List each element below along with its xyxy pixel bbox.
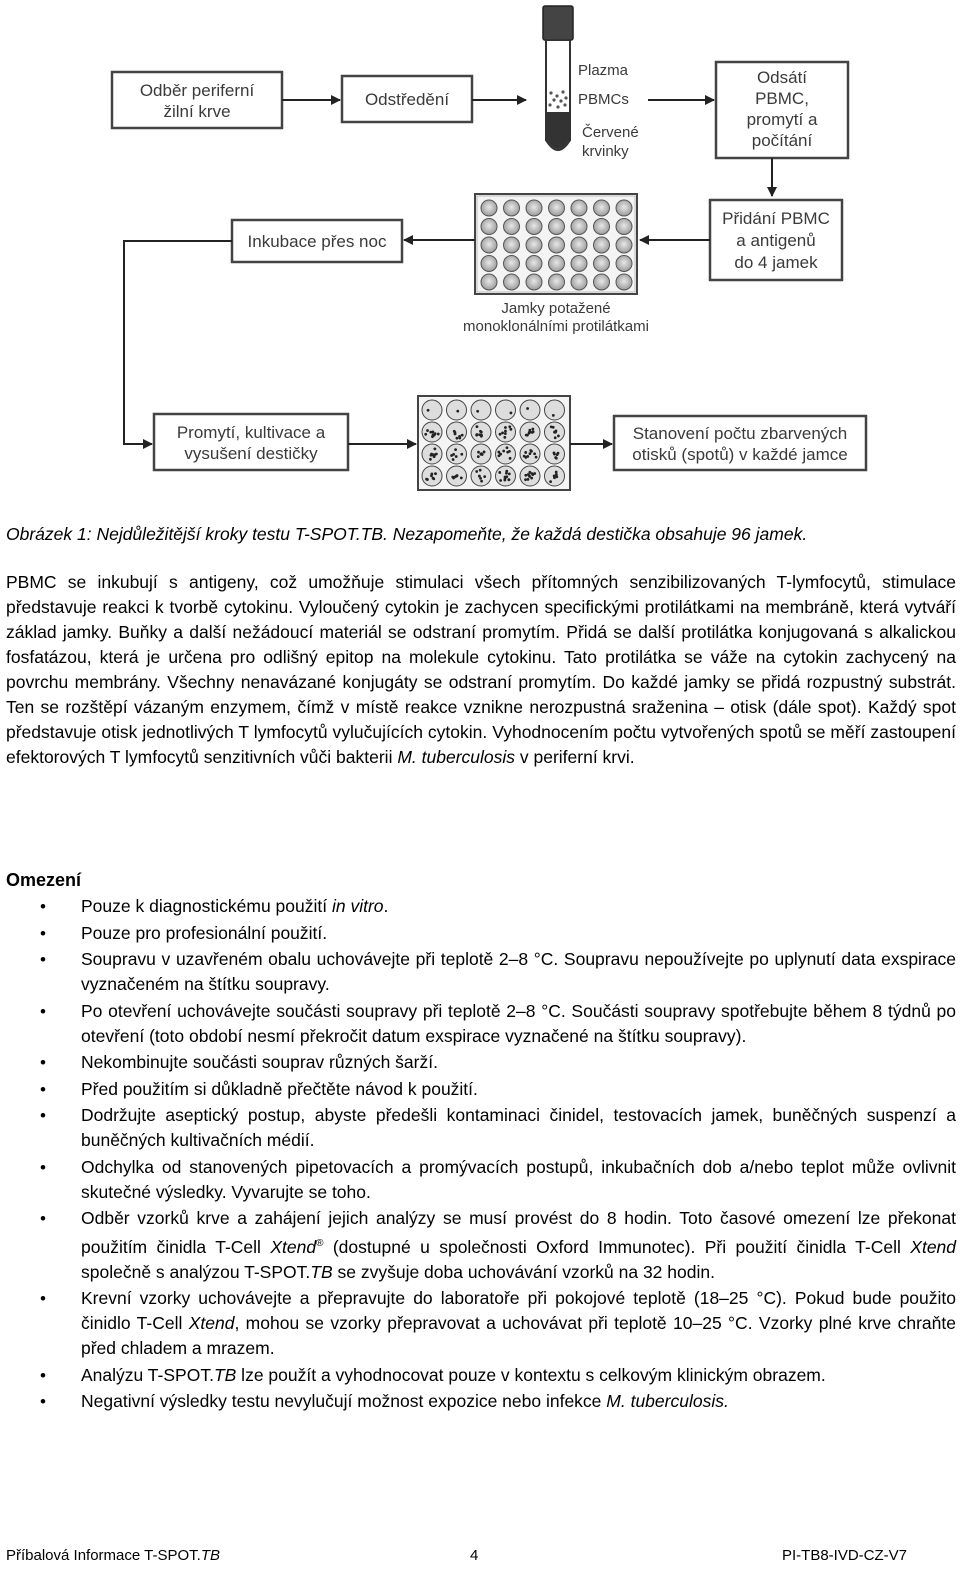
spotted-well xyxy=(447,400,467,420)
item-italic: Xtend xyxy=(270,1236,317,1257)
spotted-plate xyxy=(418,396,570,490)
wash-text-1: Odsátí xyxy=(756,68,808,87)
spot xyxy=(502,450,505,453)
footer-page-number: 4 xyxy=(470,1547,479,1564)
add-pbmc-text-3: do 4 jamek xyxy=(734,253,818,272)
item-italic: in vitro xyxy=(331,896,384,916)
spot xyxy=(555,457,558,460)
plate-well xyxy=(504,256,520,272)
spot xyxy=(509,457,512,460)
plate-well xyxy=(571,200,587,216)
plate-well xyxy=(549,274,565,290)
section-heading: Omezení xyxy=(6,870,82,890)
spotted-well xyxy=(496,444,516,464)
plate-well xyxy=(594,219,610,235)
spot xyxy=(526,434,529,437)
item-text: společně s analýzou T-SPOT. xyxy=(81,1261,311,1282)
tube-rbc-label-1: Červené xyxy=(582,124,639,141)
spot xyxy=(434,472,437,475)
item-text: Soupravu v uzavřeném obalu uchovávejte při teplotě 2–8 °C. Soupravu nepoužívejte po uplynutí data exspirace vyznačeném na štítku soupravy. xyxy=(81,949,956,994)
tube-pbmc-label: PBMCs xyxy=(578,91,629,108)
item-text: (dostupné u společnosti Oxford Immunotec). Při použití činidla T-Cell xyxy=(323,1236,911,1257)
spot xyxy=(454,433,457,436)
spot xyxy=(430,474,433,477)
plate-well xyxy=(616,219,632,235)
plate-label-2: monoklonálními protilátkami xyxy=(463,318,649,335)
spot xyxy=(504,426,507,429)
wash-dry-box xyxy=(154,414,348,470)
spot xyxy=(553,475,556,478)
figure-caption: Obrázek 1: Nejdůležitější kroky testu T-SPOT.TB. Nezapomeňte, že každá destička obsahuje 96 jamek. xyxy=(6,524,808,544)
spot xyxy=(553,453,556,456)
list-item xyxy=(6,1286,956,1361)
item-text: Odchylka od stanovených pipetovacích a promývacích postupů, inkubačních dob a/nebo teplot může ovlivnit skutečné výsledky. Vyvarujte se toho. xyxy=(81,1156,956,1202)
plate-well xyxy=(616,256,632,272)
spot xyxy=(498,471,501,474)
item-text: Negativní výsledky testu nevylučují možnost expozice nebo infekce xyxy=(81,1391,607,1412)
spot xyxy=(553,431,556,434)
item-text: Nekombinujte součásti souprav různých šarží. xyxy=(81,1052,438,1072)
spotted-well xyxy=(447,444,467,464)
tube-plasma-label: Plazma xyxy=(578,62,629,79)
plate-well xyxy=(526,256,542,272)
spot xyxy=(460,453,463,456)
spot xyxy=(429,458,432,461)
plate-well xyxy=(481,219,497,235)
item-italic: TB xyxy=(310,1261,333,1282)
item-text: . xyxy=(383,896,389,916)
item-text: Dodržujte aseptický postup, abyste předešli kontaminaci činidel, testovacích jamek, buněčných suspenzí a buněčných kultivačních médií. xyxy=(81,1105,956,1150)
spot xyxy=(480,431,483,434)
spot xyxy=(455,475,458,478)
incubation-box xyxy=(232,220,402,262)
spot xyxy=(524,478,527,481)
spot-count-text-2: otisků (spotů) v každé jamce xyxy=(632,445,848,464)
footer-document-title xyxy=(6,1547,220,1564)
spot xyxy=(555,471,558,474)
coated-plate xyxy=(475,194,637,294)
plate-well xyxy=(481,274,497,290)
item-text: Pouze k diagnostickému použití xyxy=(81,896,332,916)
spot xyxy=(431,430,434,433)
spotted-well xyxy=(545,400,565,420)
centrifuge-text: Odstředění xyxy=(364,90,450,109)
spot xyxy=(529,452,532,455)
item-text: se zvyšuje doba uchovávání vzorků na 32 hodin. xyxy=(332,1261,715,1282)
plate-well xyxy=(616,237,632,253)
spot xyxy=(478,433,481,436)
spot xyxy=(458,435,461,438)
spot xyxy=(461,434,464,437)
spot xyxy=(478,475,481,478)
spotted-well xyxy=(520,400,540,420)
registered-mark: ® xyxy=(316,1238,324,1249)
plate-well xyxy=(481,256,497,272)
item-italic: M. tuberculosis. xyxy=(606,1391,729,1412)
footer-title-text: Příbalová Informace T-SPOT. xyxy=(6,1547,201,1564)
spot xyxy=(556,453,559,456)
item-italic: Xtend xyxy=(188,1313,235,1334)
spot xyxy=(454,448,457,451)
spot xyxy=(480,453,483,456)
spot xyxy=(483,475,486,478)
plate-well xyxy=(549,237,565,253)
spotted-well xyxy=(496,400,516,420)
spot xyxy=(479,469,482,472)
spot xyxy=(437,433,440,436)
list-item xyxy=(6,1206,956,1285)
spot xyxy=(425,478,428,481)
list-item xyxy=(6,921,956,946)
spot xyxy=(549,480,552,483)
plate-well xyxy=(481,237,497,253)
item-text: Analýzu T-SPOT. xyxy=(81,1364,214,1385)
spot xyxy=(476,425,479,428)
spot xyxy=(499,433,502,436)
spot xyxy=(524,474,527,477)
plate-well xyxy=(571,274,587,290)
spot xyxy=(453,430,456,433)
spot xyxy=(523,455,526,458)
spot xyxy=(477,451,480,454)
spot xyxy=(503,436,506,439)
paragraph-text: PBMC se inkubují s antigeny, což umožňuje stimulaci všech přítomných senzibilizovaných T-lymfocytů, stimulace představuje reakci k tvorbě cytokinu. Vyloučený cytokin je zachycen specifickými protilátkami na membráně, která vytváří základ jamky. Buňky a další nežádoucí materiál se odstraní promytím. Přidá se další protilátka konjugovaná s alkalickou fosfatázou, která je určena pro odlišný epitop na molekule cytokinu. Tato protilátka se váže na cytokin zachycený na povrchu membrány. Všechny nenavázané konjugáty se odstraní promytím. Do každé jamky se přidá rozpustný substrát. Ten se rozštěpí vázaným enzymem, čímž v místě reakce vznikne nerozpustná sraženina – otisk (dále spot). Každý spot představuje otisk jednotlivých T lymfocytů vylučujících cytokin. Vyhodnocením počtu vytvořených spotů se měří zastoupení efektorových T lymfocytů senzitivních vůči bakterii xyxy=(6,572,956,767)
list-item xyxy=(6,1389,956,1414)
wash-dry-text-1: Promytí, kultivace a xyxy=(176,423,326,442)
centrifuge-box xyxy=(342,76,472,122)
item-text: Pouze pro profesionální použití. xyxy=(81,922,328,943)
plate-well xyxy=(594,200,610,216)
plate-well xyxy=(526,219,542,235)
spot xyxy=(504,432,507,435)
plate-well xyxy=(504,200,520,216)
plate-well xyxy=(594,256,610,272)
spot xyxy=(480,480,483,483)
spot xyxy=(529,449,532,452)
wash-text-3: promytí a xyxy=(746,110,818,129)
spot xyxy=(526,455,529,458)
spot xyxy=(456,437,459,440)
item-text: , mohou se vzorky přepravovat a uchovávat při teplotě 10–25 °C. Vzorky plné krve chraňte před chladem a mrazem. xyxy=(81,1313,956,1359)
item-text: Krevní vzorky uchovávejte a přepravujte do laboratoře při pokojové teplotě (18–25 °C). Pokud bude použito činidlo T-Cell xyxy=(81,1288,956,1334)
spot xyxy=(530,477,533,480)
collect-blood-box xyxy=(112,72,282,128)
spot xyxy=(433,454,436,457)
spot xyxy=(506,451,509,454)
spot xyxy=(527,478,530,481)
spot xyxy=(432,433,435,436)
spot xyxy=(456,410,459,413)
spot xyxy=(554,436,557,439)
list-item xyxy=(6,947,956,997)
tube-rbc-label-2: krvinky xyxy=(582,143,629,160)
spot xyxy=(509,428,512,431)
spot xyxy=(508,473,511,476)
plate-well xyxy=(571,256,587,272)
spot xyxy=(508,425,511,428)
wash-dry-text-2: vysušení destičky xyxy=(184,444,318,463)
spot xyxy=(501,432,504,435)
item-italic: Xtend xyxy=(910,1236,957,1257)
plate-well xyxy=(481,200,497,216)
list-item xyxy=(6,999,956,1049)
spot xyxy=(476,410,479,413)
item-text: Po otevření uchovávejte součásti soupravy při teplotě 2–8 °C. Součásti soupravy spotřebujte během 8 týdnů po otevření (toto období nesmí překročit datum exspirace vyznačené na štítku soupravy). xyxy=(81,1000,956,1046)
blood-tube-icon xyxy=(543,6,573,150)
spot xyxy=(460,477,463,480)
spot xyxy=(506,446,509,449)
plate-well xyxy=(504,219,520,235)
item-italic: TB xyxy=(213,1364,237,1385)
spot xyxy=(475,470,478,473)
spot xyxy=(505,470,508,473)
plate-well xyxy=(549,200,565,216)
list-item xyxy=(6,1103,956,1153)
wash-count-box xyxy=(716,62,848,158)
spot xyxy=(532,430,535,433)
plate-well xyxy=(526,237,542,253)
spot-count-text-1: Stanovení počtu zbarvených xyxy=(632,424,848,443)
spot xyxy=(497,451,500,454)
process-diagram xyxy=(0,0,960,500)
list-item xyxy=(6,894,956,919)
spot xyxy=(528,431,531,434)
wash-text-4: počítání xyxy=(751,131,813,150)
collect-blood-text-2: žilní krve xyxy=(163,102,231,121)
plate-well xyxy=(549,256,565,272)
item-text: lze použít a vyhodnocovat pouze v kontextu s celkovým klinickým obrazem. xyxy=(236,1364,826,1385)
spot xyxy=(503,479,506,482)
spot xyxy=(504,430,507,433)
spot xyxy=(557,435,560,438)
spot xyxy=(531,472,534,475)
paragraph-italic: M. tuberculosis xyxy=(397,747,516,767)
spot xyxy=(483,451,486,454)
spot xyxy=(433,447,436,450)
spot xyxy=(424,433,427,436)
spot xyxy=(427,409,430,412)
spot xyxy=(531,428,534,431)
spot xyxy=(477,455,480,458)
spot xyxy=(526,407,529,410)
plate-well xyxy=(504,274,520,290)
footer-title-italic: TB xyxy=(200,1547,220,1564)
plate-well xyxy=(504,237,520,253)
spot xyxy=(476,433,479,436)
spot xyxy=(504,476,507,479)
body-paragraph xyxy=(6,570,956,770)
spot xyxy=(452,458,455,461)
spot xyxy=(550,425,553,428)
spot xyxy=(552,414,555,417)
spot xyxy=(524,451,527,454)
plate-well xyxy=(594,274,610,290)
item-text: Před použitím si důkladně přečtěte návod k použití. xyxy=(81,1078,478,1099)
plate-well xyxy=(594,237,610,253)
list-item xyxy=(6,1155,956,1205)
add-pbmc-box xyxy=(710,200,842,280)
list-item xyxy=(6,1363,956,1388)
plate-well xyxy=(526,200,542,216)
add-pbmc-text-1: Přidání PBMC xyxy=(722,209,830,228)
spot xyxy=(426,429,429,432)
spot xyxy=(535,456,538,459)
list-item xyxy=(6,1077,956,1102)
spot xyxy=(432,478,435,481)
plate-well xyxy=(616,274,632,290)
spot xyxy=(499,479,502,482)
plate-well xyxy=(571,237,587,253)
plate-well xyxy=(526,274,542,290)
spot xyxy=(533,452,536,455)
spot xyxy=(455,455,458,458)
spotted-well xyxy=(471,400,491,420)
spot-count-box xyxy=(614,416,866,470)
add-pbmc-text-2: a antigenů xyxy=(736,231,816,250)
wash-text-2: PBMC, xyxy=(755,89,809,108)
plate-well xyxy=(571,219,587,235)
spot xyxy=(510,412,513,415)
footer-document-code: PI-TB8-IVD-CZ-V7 xyxy=(782,1547,908,1564)
plate-well xyxy=(616,200,632,216)
collect-blood-text-1: Odběr periferní xyxy=(139,81,255,100)
spot xyxy=(450,454,453,457)
spot xyxy=(555,475,558,478)
paragraph-end: v periferní krvi. xyxy=(515,747,635,767)
plate-well xyxy=(549,219,565,235)
limitations-list xyxy=(6,894,956,1416)
spot xyxy=(507,478,510,481)
incubation-text: Inkubace přes noc xyxy=(247,232,387,251)
plate-label-1: Jamky potažené xyxy=(501,300,611,317)
spotted-well xyxy=(422,400,442,420)
list-item xyxy=(6,1050,956,1075)
spot xyxy=(451,476,454,479)
item-text: Odběr vzorků krve a zahájení jejich analýzy se musí provést do 8 hodin. Toto časové omezení lze překonat použitím činidla T-Cell xyxy=(81,1208,956,1257)
